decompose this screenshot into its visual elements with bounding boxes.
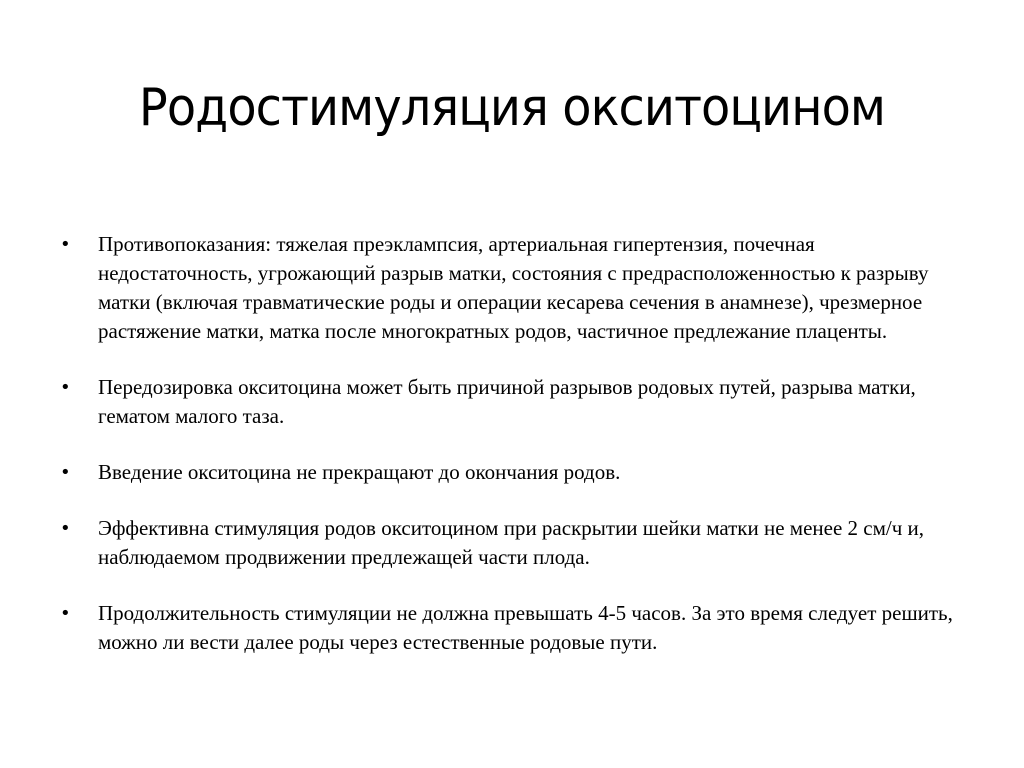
bullet-icon: • xyxy=(60,234,71,255)
bullet-list xyxy=(60,230,960,684)
bullet-text: Введение окситоцина не прекращают до окончания родов. xyxy=(98,460,621,484)
bullet-item-continuation xyxy=(60,458,960,487)
bullet-item-overdose xyxy=(60,373,960,431)
bullet-icon: • xyxy=(60,518,71,539)
bullet-icon: • xyxy=(60,603,71,624)
bullet-item-duration xyxy=(60,599,960,657)
bullet-text: Передозировка окситоцина может быть причиной разрывов родовых путей, разрыва матки, гематом малого таза. xyxy=(98,375,916,428)
bullet-icon: • xyxy=(60,377,71,398)
slide-title: Родостимуляция окситоцином xyxy=(138,78,886,138)
bullet-item-effectiveness xyxy=(60,514,960,572)
bullet-text: Противопоказания: тяжелая преэклампсия, артериальная гипертензия, почечная недостаточность, угрожающий разрыв матки, состояния с предрасположенностью к разрыву матки (включая травматические роды и операции кесарева сечения в анамнезе), чрезмерное растяжение матки, матка после многократных родов, частичное предлежание плаценты. xyxy=(98,232,929,343)
bullet-text: Продолжительность стимуляции не должна превышать 4-5 часов. За это время следует решить, можно ли вести далее роды через естественные родовые пути. xyxy=(98,601,953,654)
bullet-icon: • xyxy=(60,462,71,483)
bullet-text: Эффективна стимуляция родов окситоцином при раскрытии шейки матки не менее 2 см/ч и, наблюдаемом продвижении предлежащей части плода. xyxy=(98,516,925,569)
bullet-item-contraindications xyxy=(60,230,960,346)
